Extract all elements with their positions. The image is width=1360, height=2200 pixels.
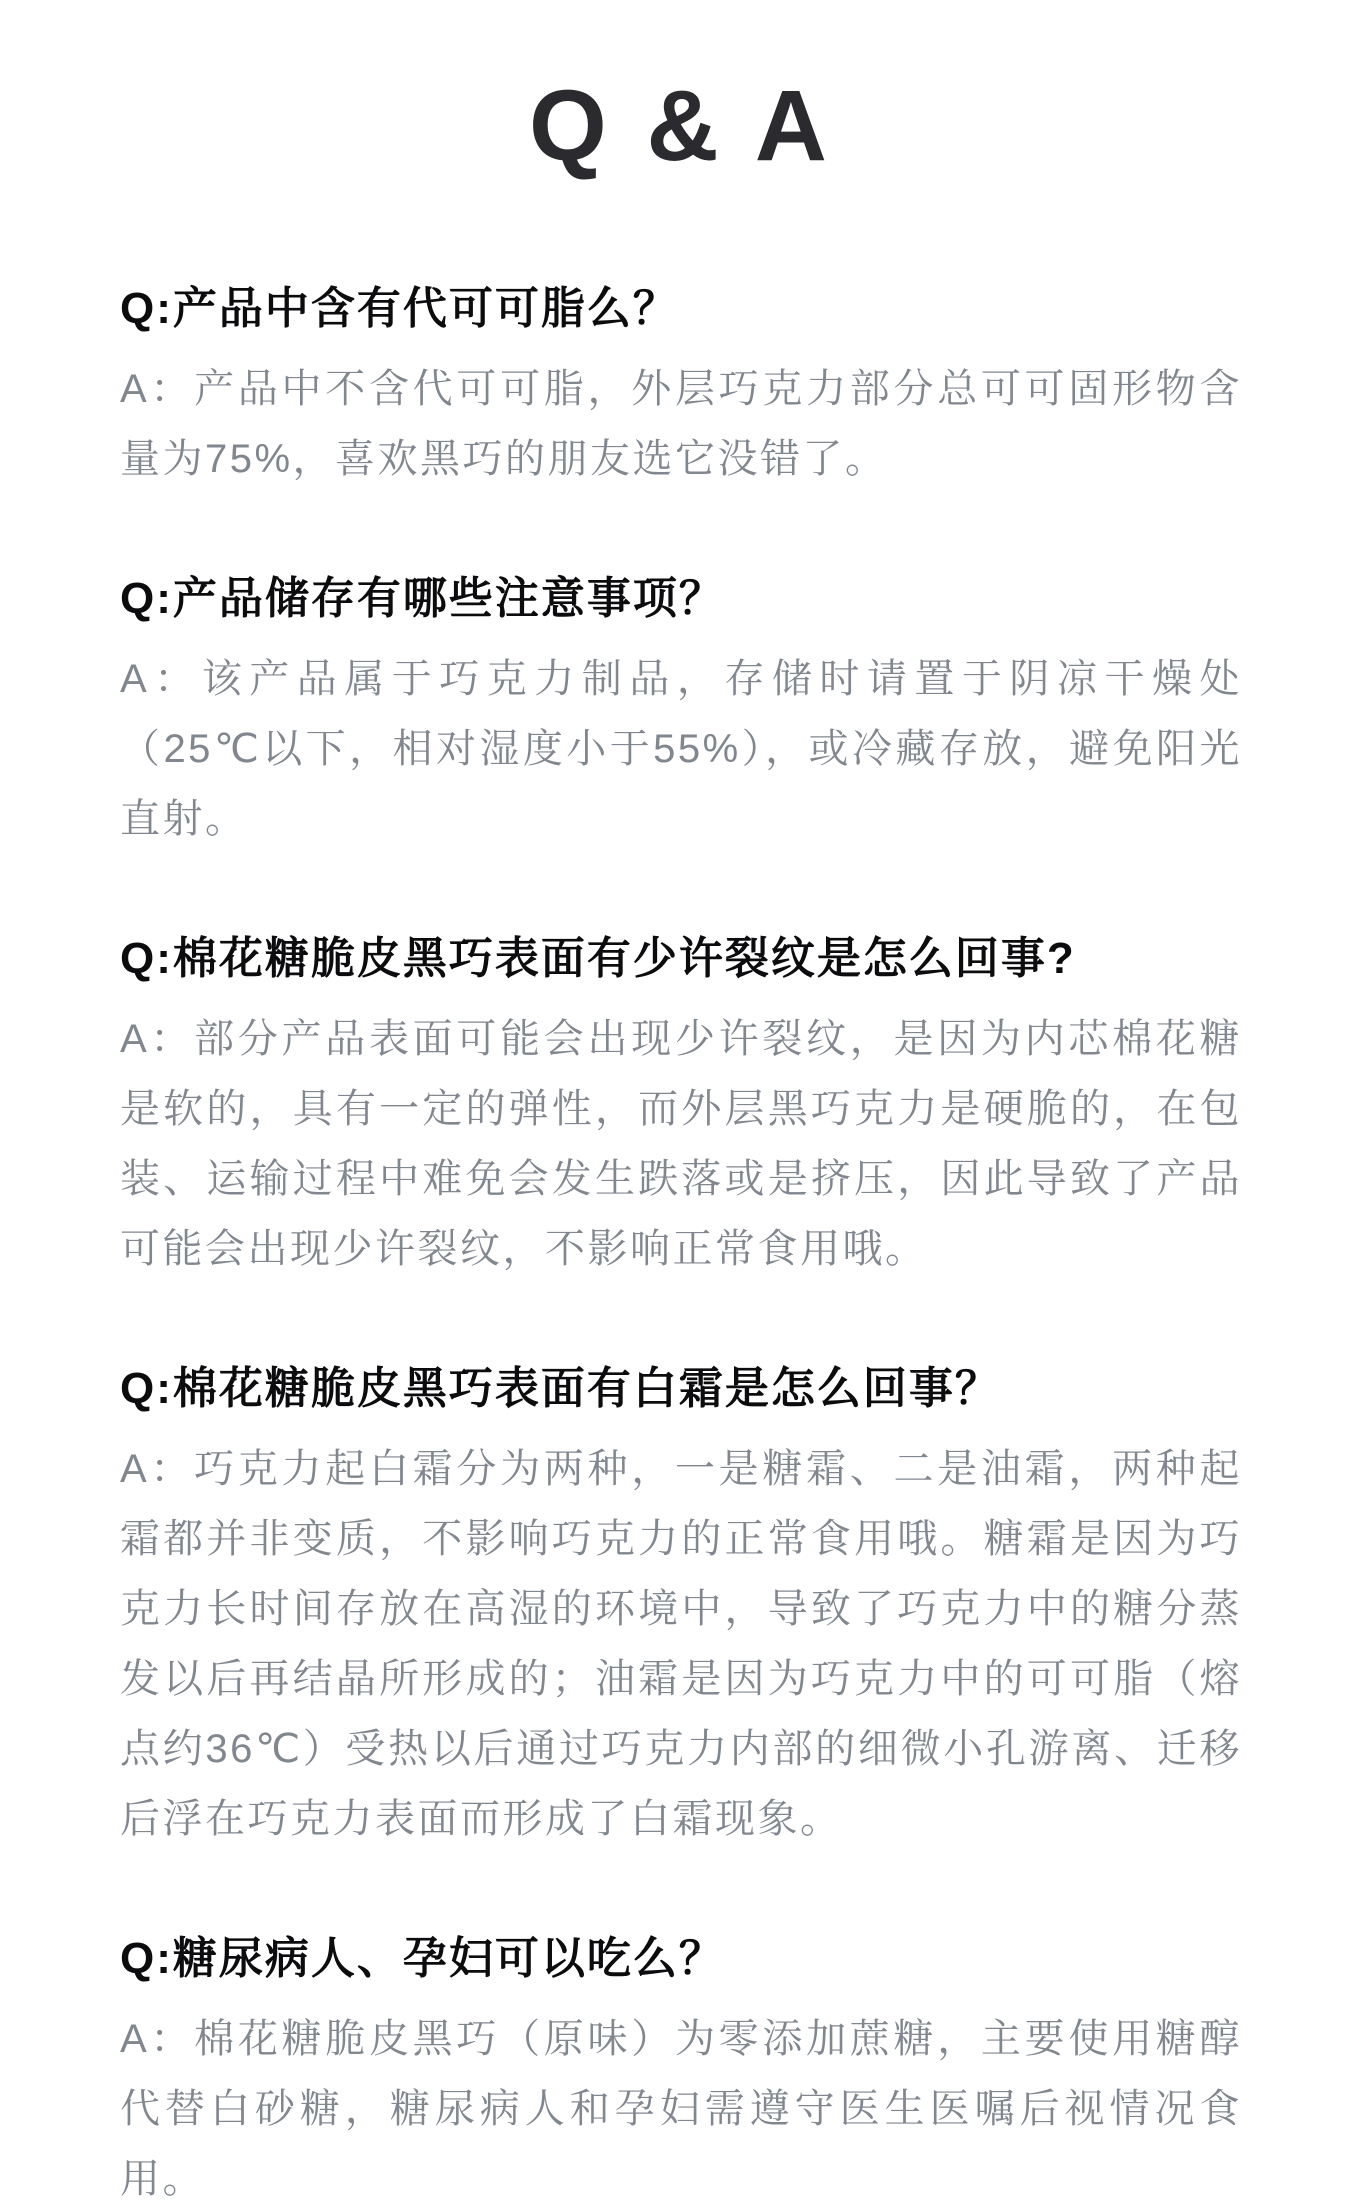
question-text: Q:棉花糖脆皮黑巧表面有少许裂纹是怎么回事? — [120, 934, 1076, 983]
qa-section-storage — [120, 570, 1242, 854]
qa-list — [120, 280, 1242, 2200]
qa-section-diabetic-pregnant — [120, 1930, 1242, 2200]
question-text: Q:糖尿病人、孕妇可以吃么？ — [120, 1934, 725, 1983]
answer-text: A：产品中不含代可可脂，外层巧克力部分总可可固形物含量为75%，喜欢黑巧的朋友选它没错了。 — [120, 367, 1242, 481]
question-text: Q:棉花糖脆皮黑巧表面有白霜是怎么回事？ — [120, 1364, 1001, 1413]
qa-section-cocoa-butter — [120, 280, 1242, 494]
answer-text: A：棉花糖脆皮黑巧（原味）为零添加蔗糖，主要使用糖醇代替白砂糖，糖尿病人和孕妇需遵守医生医嘱后视情况食用。 — [120, 2017, 1242, 2200]
answer-text: A：该产品属于巧克力制品，存储时请置于阴凉干燥处（25℃以下，相对湿度小于55%），或冷藏存放，避免阳光直射。 — [120, 657, 1242, 841]
qa-section-cracks — [120, 930, 1242, 1284]
page-title: Q & A — [528, 70, 834, 182]
answer-text: A：巧克力起白霜分为两种，一是糖霜、二是油霜，两种起霜都并非变质，不影响巧克力的正常食用哦。糖霜是因为巧克力长时间存放在高湿的环境中，导致了巧克力中的糖分蒸发以后再结晶所形成的；油霜是因为巧克力中的可可脂（熔点约36℃）受热以后通过巧克力内部的细微小孔游离、迁移后浮在巧克力表面而形成了白霜现象。 — [120, 1447, 1242, 1841]
question-text: Q:产品储存有哪些注意事项？ — [120, 574, 725, 623]
qa-section-bloom — [120, 1360, 1242, 1854]
answer-text: A：部分产品表面可能会出现少许裂纹，是因为内芯棉花糖是软的，具有一定的弹性，而外层黑巧克力是硬脆的，在包装、运输过程中难免会发生跌落或是挤压，因此导致了产品可能会出现少许裂纹，不影响正常食用哦。 — [120, 1017, 1242, 1271]
question-text: Q:产品中含有代可可脂么？ — [120, 284, 679, 333]
